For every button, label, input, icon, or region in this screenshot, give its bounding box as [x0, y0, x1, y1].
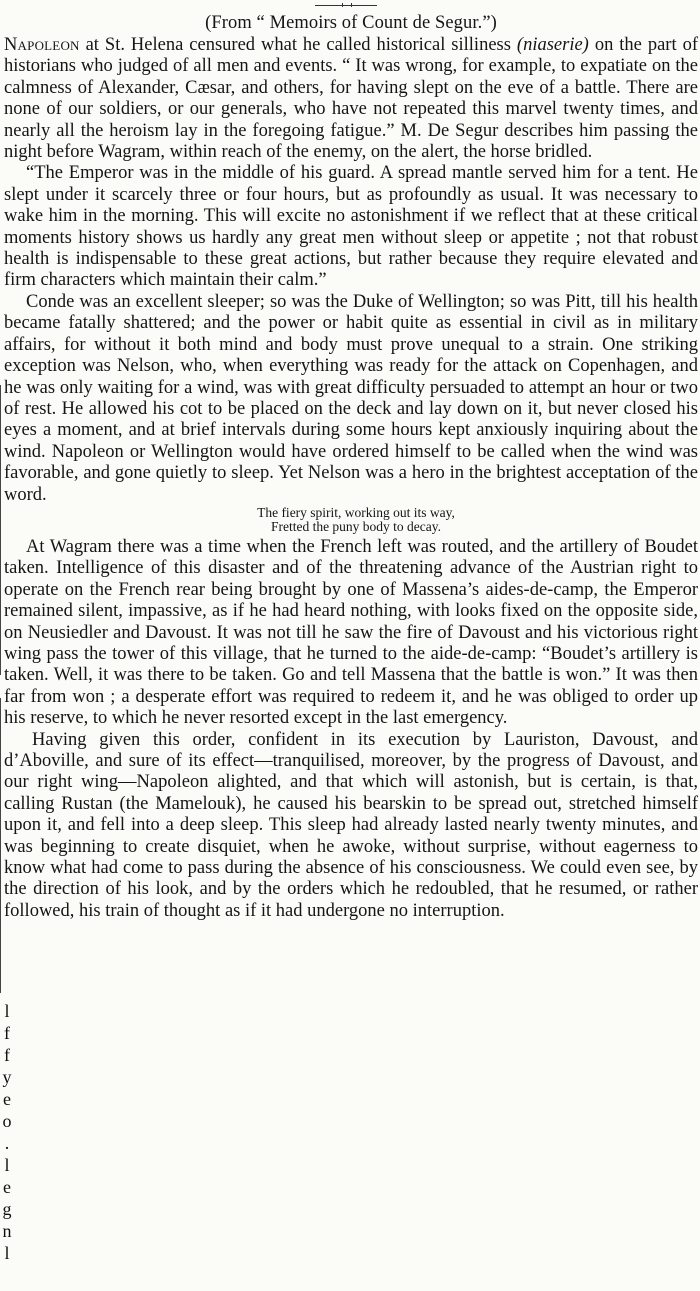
margin-letter: f — [4, 1045, 10, 1065]
paragraph-text: at St. Helena censured what he called historical silliness — [79, 35, 517, 55]
foreign-term: (niaserie) — [516, 35, 589, 55]
margin-letter: g — [2, 1199, 12, 1219]
margin-letter: y — [2, 1067, 12, 1087]
verse-line: The fiery spirit, working out its way, — [257, 504, 455, 520]
margin-letter: l — [4, 1155, 10, 1175]
margin-letter: l — [4, 1243, 10, 1263]
column-rule-upper — [0, 385, 1, 675]
margin-letter: l — [4, 1001, 10, 1021]
adjacent-column-fragment — [0, 1000, 14, 1264]
paragraph-having-given-order: Having given this order, confident in its execution by Lauriston, Davoust, and d’Aboville, and sure of its effect—tranquilised, moreover, by the progress of Davoust, and our right wing—Napoleon alighted, and that which will astonish, but is certain, is that, calling Rustan (the Mamelouk), he caused his bearskin to be spread out, stretched himself upon it, and fell into a deep sleep. This sleep had already lasted nearly twenty minutes, and was beginning to create disquiet, when he awoke, without surprise, without eagerness to know what had come to pass during the absence of his consciousness. We could even see, by the direction of his look, and by the orders which he redoubled, that he resumed, or rather followed, his train of thought as if it had undergone no interruption. — [4, 729, 698, 921]
source-line: (From “ Memoirs of Count de Segur.”) — [205, 13, 497, 33]
margin-letter: f — [4, 1023, 10, 1043]
margin-letter: e — [3, 1089, 11, 1109]
paragraph-text: on the part of historians who judged of all men and events. “ It was wrong, for example, to expatiate on the calmness of Alexander, Cæsar, and others, for having slept on the eve of a battle. There are none of our soldiers, or our generals, who have not repeated this marvel twenty times, and nearly all the heroism lay in the foregoing fatigue.” M. De Segur describes him passing the night before Wagram, within reach of the enemy, on the alert, the horse bridled. — [4, 35, 698, 163]
margin-letter: o — [2, 1111, 12, 1131]
paragraph-wagram: At Wagram there was a time when the French left was routed, and the artillery of Boudet taken. Intelligence of this disaster and of the threatening advance of the Austrian right to operate on the French rear being brought by one of Massena’s aides-de-camp, the Emperor remained silent, impassive, as if he had heard nothing, with looks fixed on the opposite side, on Neusiedler and Davoust. It was not till he saw the fire of Davoust and his victorious right wing pass the tower of this village, that he turned to the aide-de-camp: “Boudet’s artillery is taken. Well, it was there to be taken. Go and tell Massena that the battle is won.” It was then far from won ; a desperate effort was required to redeem it, and he was obliged to order up his reserve, to which he never resorted except in the last emergency. — [4, 536, 698, 729]
verse-quotation — [4, 506, 698, 534]
lead-word: Napoleon — [4, 35, 80, 55]
paragraph-conde-sleeper: Conde was an excellent sleeper; so was the Duke of Wellington; so was Pitt, till his health became fatally shattered; and the power or habit quite as essential in civil as in military affairs, for without it both mind and body must prove unequal to a strain. One striking exception was Nelson, who, when everything was ready for the attack on Copenhagen, and he was only waiting for a wind, was with great difficulty persuaded to attempt an hour or two of rest. He allowed his cot to be placed on the deck and lay down on it, but never closed his eyes a moment, and at brief intervals during some hours kept anxiously inquiring about the wind. Napoleon or Wellington would have ordered himself to be called when the wind was favorable, and gone quietly to sleep. Yet Nelson was a hero in the brightest acceptation of the word. — [4, 291, 698, 505]
article — [4, 12, 698, 922]
margin-letter: n — [2, 1221, 12, 1241]
column-rule-lower — [0, 698, 1, 993]
margin-letter: e — [3, 1177, 11, 1197]
paragraph-emperor-guard: “The Emperor was in the middle of his guard. A spread mantle served him for a tent. He slept under it scarcely three or four hours, but as profoundly as usual. It was necessary to wake him in the morning. This will excite no astonishment if we reflect that at these critical moments history shows us hardly any great men without sleep or appetite ; not that robust health is indispensable to these great actions, but rather because they require elevated and firm characters which maintain their calm.” — [4, 163, 698, 291]
margin-letter: . — [4, 1133, 10, 1153]
ornamental-rule — [315, 3, 377, 9]
verse-line: Fretted the puny body to decay. — [270, 518, 442, 534]
paragraph-napoleon-st-helena — [4, 35, 698, 163]
